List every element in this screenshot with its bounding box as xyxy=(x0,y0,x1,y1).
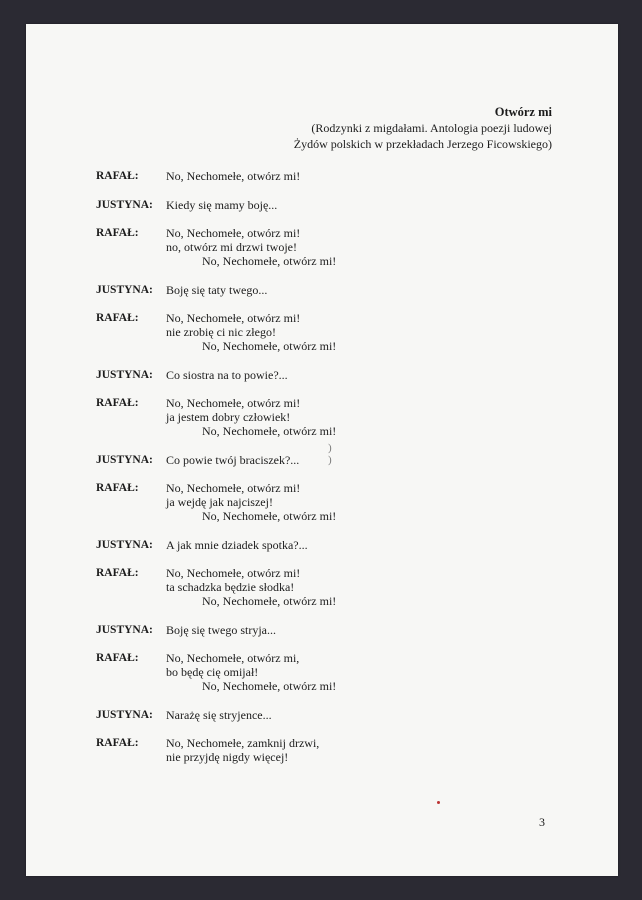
dialogue-line: A jak mnie dziadek spotka?... xyxy=(166,538,308,552)
dialogue-line: ta schadzka będzie słodka! xyxy=(166,580,295,594)
speaker-label: JUSTYNA: xyxy=(96,284,153,296)
speaker-label: JUSTYNA: xyxy=(96,199,153,211)
speaker-label: JUSTYNA: xyxy=(96,539,153,551)
dialogue-line: bo będę cię omijał! xyxy=(166,665,259,679)
dialogue-line: Kiedy się mamy boję... xyxy=(166,198,278,212)
dialogue-line: No, Nechomełe, otwórz mi! xyxy=(166,226,301,240)
dialogue-line: nie zrobię ci nic złego! xyxy=(166,325,276,339)
speaker-label: JUSTYNA: xyxy=(96,454,153,466)
dialogue-line: ja jestem dobry człowiek! xyxy=(166,410,291,424)
dialogue-line: Co siostra na to powie?... xyxy=(166,368,288,382)
document-title: Otwórz mi xyxy=(494,105,552,119)
speaker-label: RAFAŁ: xyxy=(96,397,139,409)
source-line-1: (Rodzynki z migdałami. Antologia poezji ludowej xyxy=(311,121,552,135)
speaker-label: RAFAŁ: xyxy=(96,227,139,239)
dialogue-line: Boję się twego stryja... xyxy=(166,623,276,637)
dialogue-line: No, Nechomełe, otwórz mi! xyxy=(166,566,301,580)
speaker-label: RAFAŁ: xyxy=(96,170,139,182)
speaker-label: RAFAŁ: xyxy=(96,737,139,749)
dialogue-line: No, Nechomełe, otwórz mi! xyxy=(166,396,301,410)
dialogue-line: No, Nechomełe, otwórz mi! xyxy=(202,679,337,693)
dialogue-line: No, Nechomełe, otwórz mi! xyxy=(166,311,301,325)
document-header xyxy=(294,104,552,152)
speaker-label: RAFAŁ: xyxy=(96,482,139,494)
speaker-label: JUSTYNA: xyxy=(96,709,153,721)
dialogue-line: Narażę się stryjence... xyxy=(166,708,272,722)
dialogue-line: ja wejdę jak najciszej! xyxy=(166,495,273,509)
speaker-label: RAFAŁ: xyxy=(96,652,139,664)
page-number: 3 xyxy=(539,815,545,829)
dialogue-line: No, Nechomełe, otwórz mi, xyxy=(166,651,300,665)
margin-mark: ) xyxy=(328,442,332,454)
dialogue-line: No, Nechomełe, otwórz mi! xyxy=(202,424,337,438)
dialogue-line: Co powie twój braciszek?... xyxy=(166,453,300,467)
paper-sheet xyxy=(26,24,618,876)
dialogue-line: No, Nechomełe, zamknij drzwi, xyxy=(166,736,320,750)
dialogue-line: No, Nechomełe, otwórz mi! xyxy=(202,339,337,353)
speaker-label: JUSTYNA: xyxy=(96,369,153,381)
paper-speck xyxy=(437,801,440,804)
dialogue-line: No, Nechomełe, otwórz mi! xyxy=(202,594,337,608)
dialogue-line: No, Nechomełe, otwórz mi! xyxy=(202,509,337,523)
dialogue-line: No, Nechomełe, otwórz mi! xyxy=(166,169,301,183)
dialogue-line: No, Nechomełe, otwórz mi! xyxy=(202,254,337,268)
dialogue-line: no, otwórz mi drzwi twoje! xyxy=(166,240,297,254)
speaker-label: JUSTYNA: xyxy=(96,624,153,636)
speaker-label: RAFAŁ: xyxy=(96,312,139,324)
dialogue-line: Boję się taty twego... xyxy=(166,283,268,297)
speaker-label: RAFAŁ: xyxy=(96,567,139,579)
dialogue-line: nie przyjdę nigdy więcej! xyxy=(166,750,289,764)
source-line-2: Żydów polskich w przekładach Jerzego Ficowskiego) xyxy=(293,137,552,151)
dialogue-line: No, Nechomełe, otwórz mi! xyxy=(166,481,301,495)
margin-mark: ) xyxy=(328,454,332,466)
